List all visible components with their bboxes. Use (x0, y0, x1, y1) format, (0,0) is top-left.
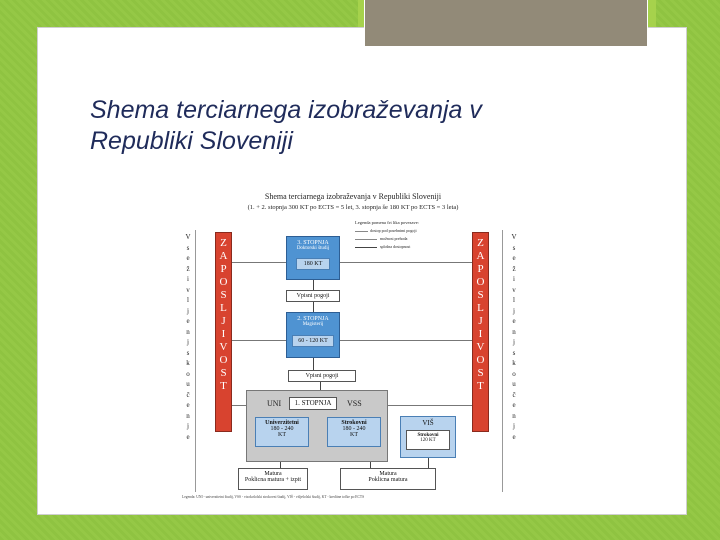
side-letter: j (513, 306, 515, 315)
side-letter: k (186, 359, 190, 367)
entry-conditions-box: Vpisni pogoji (288, 370, 356, 382)
side-letter: j (187, 338, 189, 346)
side-letter: e (186, 317, 190, 325)
side-letter: n (512, 411, 516, 420)
connector-line (313, 302, 314, 312)
legend-item: dostop pod posebnimi pogoji (370, 228, 417, 233)
side-letter: e (512, 401, 516, 409)
side-letter: e (512, 317, 516, 325)
side-letter: s (186, 243, 190, 252)
column-letter: V (219, 341, 228, 353)
side-letter: V (511, 233, 517, 241)
side-letter: s (512, 243, 516, 252)
diagram-footnote: Legenda: UNI - univerzitetni študij, VSS - visokošolski strokovni študij, VIŠ - višješolski študij, KT - kreditne točke po ECTS (182, 495, 365, 499)
side-letter: u (512, 380, 516, 388)
column-letter: J (221, 315, 226, 327)
column-letter: S (220, 289, 227, 301)
side-letter: i (187, 275, 189, 283)
side-letter: n (186, 411, 190, 420)
divider (195, 230, 196, 492)
legend-item: možnost prehoda (380, 236, 408, 241)
side-letter: č (512, 390, 516, 399)
side-letter: i (513, 275, 515, 283)
side-letter: o (186, 369, 190, 378)
connector-line (313, 358, 314, 370)
stage2-subtitle: Magisterij (302, 322, 324, 327)
uni-program-credits: 180 - 240 (270, 426, 294, 432)
uni-label: UNI (267, 399, 282, 408)
matura-box-1-line2: Poklicna matura + izpit (244, 477, 302, 483)
column-letter: I (221, 328, 226, 340)
divider (502, 230, 503, 492)
column-letter: O (476, 276, 485, 288)
vss-program-box (327, 417, 381, 447)
legend-title: Legenda pomena črt lika povezave: (355, 220, 419, 225)
column-letter: Z (220, 237, 227, 249)
column-letter: J (478, 315, 483, 327)
side-letter: ž (512, 264, 516, 273)
column-letter: S (477, 289, 484, 301)
side-letter: e (186, 254, 190, 262)
connector-line (320, 382, 321, 390)
side-letter: j (513, 338, 515, 346)
side-letter: l (513, 296, 515, 304)
side-letter: s (186, 348, 190, 357)
stage1-title: 1. STOPNJA (289, 397, 337, 410)
left-zaposljivost-column (215, 232, 232, 432)
column-letter: S (220, 367, 227, 379)
column-letter: O (219, 354, 228, 366)
column-letter: O (219, 276, 228, 288)
column-letter: L (220, 302, 227, 314)
uni-program-unit: KT (278, 432, 286, 438)
side-letter: e (186, 401, 190, 409)
stage3-credits: 180 KT (296, 258, 330, 270)
matura-box-2-line2: Poklicna matura (368, 477, 408, 483)
connector-line (232, 262, 472, 263)
side-letter: j (513, 422, 515, 430)
stage3-box (286, 236, 340, 280)
column-letter: T (477, 380, 484, 392)
column-letter: S (477, 367, 484, 379)
side-letter: s (512, 348, 516, 357)
vss-program-unit: KT (350, 432, 358, 438)
vss-label: VSS (347, 399, 362, 408)
uni-program-title: Univerzitetni (265, 420, 299, 426)
side-letter: j (187, 306, 189, 315)
vss-program-title: Strokovni (341, 420, 367, 426)
legend-line (355, 247, 377, 248)
side-letter: č (186, 390, 190, 399)
connector-line (313, 280, 314, 290)
side-letter: n (512, 327, 516, 336)
column-letter: L (477, 302, 484, 314)
stage1-box (246, 390, 388, 462)
matura-box-1 (238, 468, 308, 490)
entry-conditions-box: Vpisni pogoji (286, 290, 340, 302)
column-letter: T (220, 380, 227, 392)
vis-box (400, 416, 456, 458)
matura-box-2 (340, 468, 436, 490)
column-letter: P (220, 263, 227, 275)
column-letter: Z (477, 237, 484, 249)
side-letter: e (186, 432, 190, 441)
diagram-subheading: (1. + 2. stopnja 300 KT po ECTS = 5 let, 3. stopnja še 180 KT po ECTS = 3 leta) (247, 204, 459, 211)
stage3-title: 3. STOPNJA (297, 240, 329, 246)
connector-line (232, 340, 472, 341)
side-letter: u (186, 380, 190, 388)
side-letter: j (187, 422, 189, 430)
vss-program-credits: 180 - 240 (342, 426, 366, 432)
column-letter: A (219, 250, 228, 262)
education-diagram (180, 190, 526, 506)
vis-program (406, 430, 450, 450)
side-letter: e (512, 254, 516, 262)
slide-title-line1: Shema terciarnega izobraževanja v (90, 96, 482, 124)
legend-line (355, 239, 377, 240)
legend-item: splošna dostopnost (380, 244, 411, 249)
vis-label: VIŠ (422, 419, 434, 427)
slide-title (90, 95, 650, 157)
column-letter: I (478, 328, 483, 340)
uni-program-box (255, 417, 309, 447)
side-letter: V (185, 233, 191, 241)
column-letter: A (476, 250, 485, 262)
side-letter: ž (186, 264, 190, 273)
decorative-tab-inner (364, 0, 648, 47)
side-letter: v (512, 285, 516, 294)
vis-program-title: Strokovni (417, 433, 439, 438)
side-letter: k (512, 359, 516, 367)
stage2-title: 2. STOPNJA (297, 316, 329, 322)
side-letter: e (512, 432, 516, 441)
vis-program-credits: 120 KT (420, 438, 436, 443)
side-letter: l (187, 296, 189, 304)
slide-title-line2: Republiki Sloveniji (90, 127, 293, 155)
matura-box-1-line1: Matura (264, 471, 282, 477)
left-side-text (182, 232, 194, 442)
column-letter: V (476, 341, 485, 353)
side-letter: n (186, 327, 190, 336)
column-letter: P (477, 263, 484, 275)
matura-box-2-line1: Matura (379, 471, 397, 477)
stage2-box (286, 312, 340, 358)
right-side-text (508, 232, 520, 442)
stage3-subtitle: Doktorski študij (296, 246, 330, 251)
legend-line (355, 231, 368, 232)
diagram-heading: Shema terciarnega izobraževanja v Republiki Sloveniji (264, 192, 442, 201)
stage2-credits: 60 - 120 KT (292, 335, 334, 347)
right-zaposljivost-column (472, 232, 489, 432)
column-letter: O (476, 354, 485, 366)
side-letter: v (186, 285, 190, 294)
side-letter: o (512, 369, 516, 378)
